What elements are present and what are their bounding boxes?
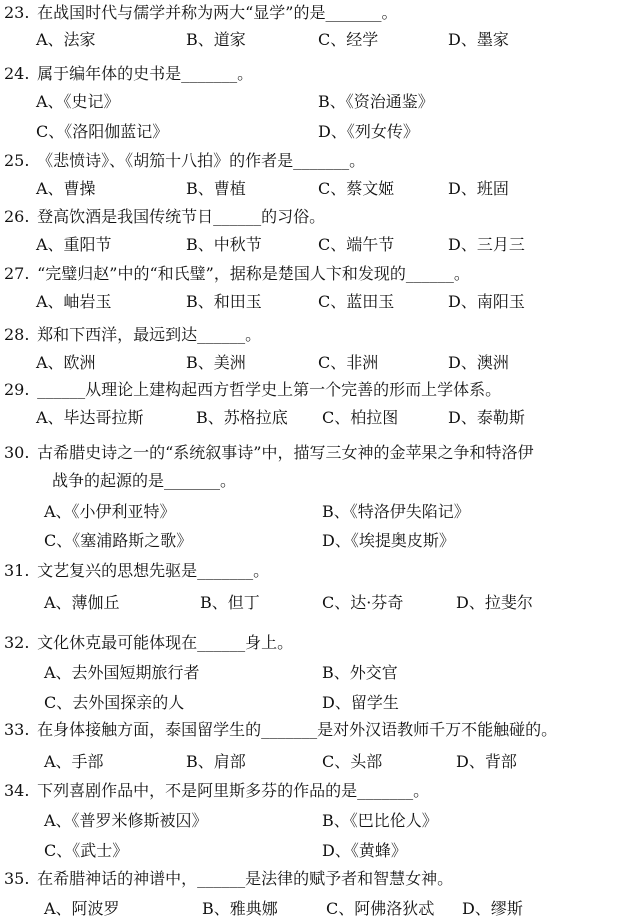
option-d: D、《埃提奥皮斯》	[322, 531, 455, 550]
option-b: B、雅典娜	[202, 899, 278, 918]
question-number: 26.	[4, 207, 30, 226]
option-c: C、头部	[322, 752, 383, 771]
question-31	[4, 560, 269, 582]
option-a: A、《普罗米修斯被囚》	[44, 811, 208, 830]
option-c: C、去外国探亲的人	[44, 693, 185, 712]
option-b: B、肩部	[186, 752, 246, 771]
option-b: B、中秋节	[186, 235, 262, 254]
option-d: D、班固	[448, 179, 509, 198]
option-d: D、澳洲	[448, 353, 509, 372]
question-28	[4, 324, 261, 346]
question-text: 登高饮酒是我国传统节日______的习俗。	[37, 207, 326, 226]
question-text: 在身体接触方面，泰国留学生的_______是对外汉语教师千万不能触碰的。	[37, 720, 558, 739]
option-d: D、泰勒斯	[448, 408, 525, 427]
option-c: C、经学	[318, 30, 379, 49]
option-d: D、留学生	[322, 693, 399, 712]
option-a: A、重阳节	[36, 235, 112, 254]
option-d: D、《列女传》	[318, 122, 419, 141]
question-text: 文化休克最可能体现在______身上。	[37, 633, 294, 652]
option-d: D、拉斐尔	[456, 593, 533, 612]
question-number: 29.	[4, 380, 30, 399]
option-c: C、蔡文姬	[318, 179, 395, 198]
option-b: B、外交官	[322, 663, 398, 682]
option-b: B、道家	[186, 30, 246, 49]
option-c: C、柏拉图	[322, 408, 399, 427]
option-d: D、南阳玉	[448, 292, 525, 311]
option-b: B、曹植	[186, 179, 246, 198]
option-a: A、去外国短期旅行者	[44, 663, 200, 682]
option-b: B、《资治通鉴》	[318, 92, 434, 111]
option-a: A、曹操	[36, 179, 96, 198]
question-text: 古希腊史诗之一的“系统叙事诗”中，描写三女神的金苹果之争和特洛伊	[37, 443, 534, 462]
option-c: C、非洲	[318, 353, 379, 372]
option-a: A、《史记》	[36, 92, 120, 111]
question-34	[4, 780, 429, 802]
option-c: C、《洛阳伽蓝记》	[36, 122, 169, 141]
option-b: B、和田玉	[186, 292, 262, 311]
question-number: 31.	[4, 561, 30, 580]
question-32	[4, 632, 293, 654]
option-d: D、背部	[456, 752, 517, 771]
question-text: 属于编年体的史书是_______。	[37, 64, 254, 83]
question-text: ______从理论上建构起西方哲学史上第一个完善的形而上学体系。	[37, 380, 502, 399]
option-a: A、手部	[44, 752, 104, 771]
question-number: 35.	[4, 869, 30, 888]
option-c: C、端午节	[318, 235, 395, 254]
option-a: A、毕达哥拉斯	[36, 408, 144, 427]
question-text: 在希腊神话的神谱中，______是法律的赋予者和智慧女神。	[37, 869, 454, 888]
question-number: 27.	[4, 264, 30, 283]
option-a: A、法家	[36, 30, 96, 49]
option-b: B、《巴比伦人》	[322, 811, 438, 830]
question-text-continued: 战争的起源的是_______。	[52, 471, 237, 490]
question-text: 在战国时代与儒学并称为两大“显学”的是_______。	[37, 3, 398, 22]
question-text: “完璧归赵”中的“和氏璧”，据称是楚国人卞和发现的______。	[37, 264, 470, 283]
option-a: A、阿波罗	[44, 899, 120, 918]
option-b: B、苏格拉底	[196, 408, 288, 427]
option-c: C、《塞浦路斯之歌》	[44, 531, 193, 550]
question-26	[4, 206, 325, 228]
option-c: C、蓝田玉	[318, 292, 395, 311]
question-number: 23.	[4, 3, 30, 22]
option-d: D、三月三	[448, 235, 525, 254]
option-b: B、《特洛伊失陷记》	[322, 502, 470, 521]
question-text: 文艺复兴的思想先驱是_______。	[37, 561, 270, 580]
option-a: A、《小伊利亚特》	[44, 502, 176, 521]
option-d: D、《黄蜂》	[322, 841, 407, 860]
question-number: 25.	[4, 151, 30, 170]
question-number: 34.	[4, 781, 30, 800]
option-c: C、《武士》	[44, 841, 129, 860]
option-a: A、欧洲	[36, 353, 96, 372]
question-23	[4, 2, 397, 24]
question-number: 30.	[4, 443, 30, 462]
question-text: 《悲愤诗》、《胡笳十八拍》的作者是_______。	[37, 151, 366, 170]
question-number: 24.	[4, 64, 30, 83]
question-27	[4, 263, 470, 285]
question-25	[4, 150, 365, 172]
question-29	[4, 379, 501, 401]
option-d: D、缪斯	[462, 899, 523, 918]
question-text: 郑和下西洋，最远到达______。	[37, 325, 262, 344]
question-text: 下列喜剧作品中，不是阿里斯多芬的作品的是_______。	[37, 781, 430, 800]
option-d: D、墨家	[448, 30, 509, 49]
question-33	[4, 719, 557, 741]
option-c: C、达·芬奇	[322, 593, 404, 612]
question-number: 32.	[4, 633, 30, 652]
question-35	[4, 868, 453, 890]
option-b: B、美洲	[186, 353, 246, 372]
option-c: C、阿佛洛狄忒	[326, 899, 435, 918]
question-24	[4, 63, 253, 85]
question-30	[4, 442, 533, 464]
option-a: A、薄伽丘	[44, 593, 120, 612]
option-a: A、岫岩玉	[36, 292, 112, 311]
option-b: B、但丁	[200, 593, 260, 612]
question-number: 28.	[4, 325, 30, 344]
question-number: 33.	[4, 720, 30, 739]
